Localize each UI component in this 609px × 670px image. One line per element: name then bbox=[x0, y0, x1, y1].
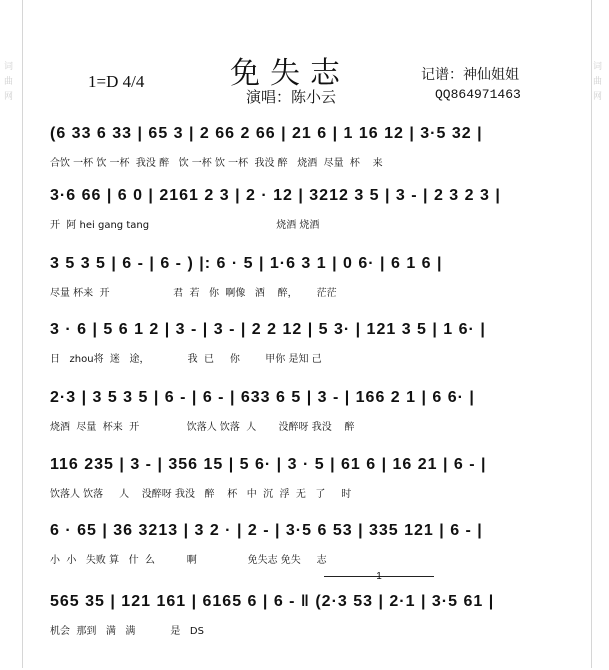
singer-credit: 演唱：陈小云 bbox=[246, 88, 337, 106]
lyric-line: 机会 那到 满 满 是 DS bbox=[50, 626, 204, 637]
notation-line: 116 235 | 3 - | 356 15 | 5 6· | 3 · 5 | 61 6 | 16 21 | 6 - | bbox=[50, 456, 487, 473]
score-line-1 bbox=[50, 124, 570, 171]
watermark-left: 词 曲 网 bbox=[4, 62, 14, 102]
score-line-3 bbox=[50, 254, 570, 301]
score-line-7 bbox=[50, 521, 570, 568]
score-line-6 bbox=[50, 455, 570, 502]
key-signature: 1=D 4/4 bbox=[88, 72, 145, 91]
notation-line: 6 · 65 | 36 3213 | 3 2 · | 2 - | 3·5 6 53 | 335 121 | 6 - | bbox=[50, 522, 483, 539]
lyric-line: 烧酒 尽量 杯来 开 饮落人 饮落 人 没醉呀 我没 醉 bbox=[50, 422, 355, 433]
notation-line: 3 · 6 | 5 6 1 2 | 3 - | 3 - | 2 2 12 | 5 3· | 121 3 5 | 1 6· | bbox=[50, 321, 486, 338]
editor-credit: 记谱：神仙姐姐 bbox=[421, 67, 519, 83]
coda-number: 1 bbox=[376, 571, 382, 582]
notation-line: 2·3 | 3 5 3 5 | 6 - | 6 - | 633 6 5 | 3 - | 166 2 1 | 6 6· | bbox=[50, 389, 475, 406]
notation-line: (6 33 6 33 | 65 3 | 2 66 2 66 | 21 6 | 1 16 12 | 3·5 32 | bbox=[50, 125, 483, 142]
lyric-line: 日 zhou将 迷 途， 我 已 你 甲你 是知 己 bbox=[50, 354, 322, 365]
notation-line: 565 35 | 121 161 | 6165 6 | 6 - ‖ (2·3 53 | 2·1 | 3·5 61 | bbox=[50, 593, 495, 610]
watermark-right: 词 曲 网 bbox=[593, 62, 603, 102]
notation-line: 3·6 66 | 6 0 | 2161 2 3 | 2 · 12 | 3212 3 5 | 3 - | 2 3 2 3 | bbox=[50, 187, 501, 204]
score-line-4 bbox=[50, 320, 570, 367]
lyric-line: 饮落人 饮落 人 没醉呀 我没 醉 杯 中 沉 浮 无 了 时 bbox=[50, 489, 352, 500]
score-line-5 bbox=[50, 388, 570, 435]
score-line-2 bbox=[50, 186, 570, 233]
lyric-line: 合饮 一杯 饮 一杯 我没 醉 饮 一杯 饮 一杯 我没 醉 烧酒 尽量 杯 来 bbox=[50, 158, 383, 169]
coda-bracket bbox=[324, 571, 434, 591]
lyric-line: 小 小 失败 算 什 么 啊 免失志 免失 志 bbox=[50, 555, 327, 566]
score-line-8 bbox=[50, 592, 570, 639]
song-title: 免失志 bbox=[230, 56, 350, 91]
qq-number: QQ864971463 bbox=[435, 87, 521, 102]
lyric-line: 开 阿 hei gang tang 烧酒 烧酒 bbox=[50, 220, 320, 231]
lyric-line: 尽量 杯来 开 君 若 你 啊像 酒 醉， 茫茫 bbox=[50, 288, 337, 299]
notation-line: 3 5 3 5 | 6 - | 6 - ) |: 6 · 5 | 1·6 3 1 | 0 6· | 6 1 6 | bbox=[50, 255, 443, 272]
